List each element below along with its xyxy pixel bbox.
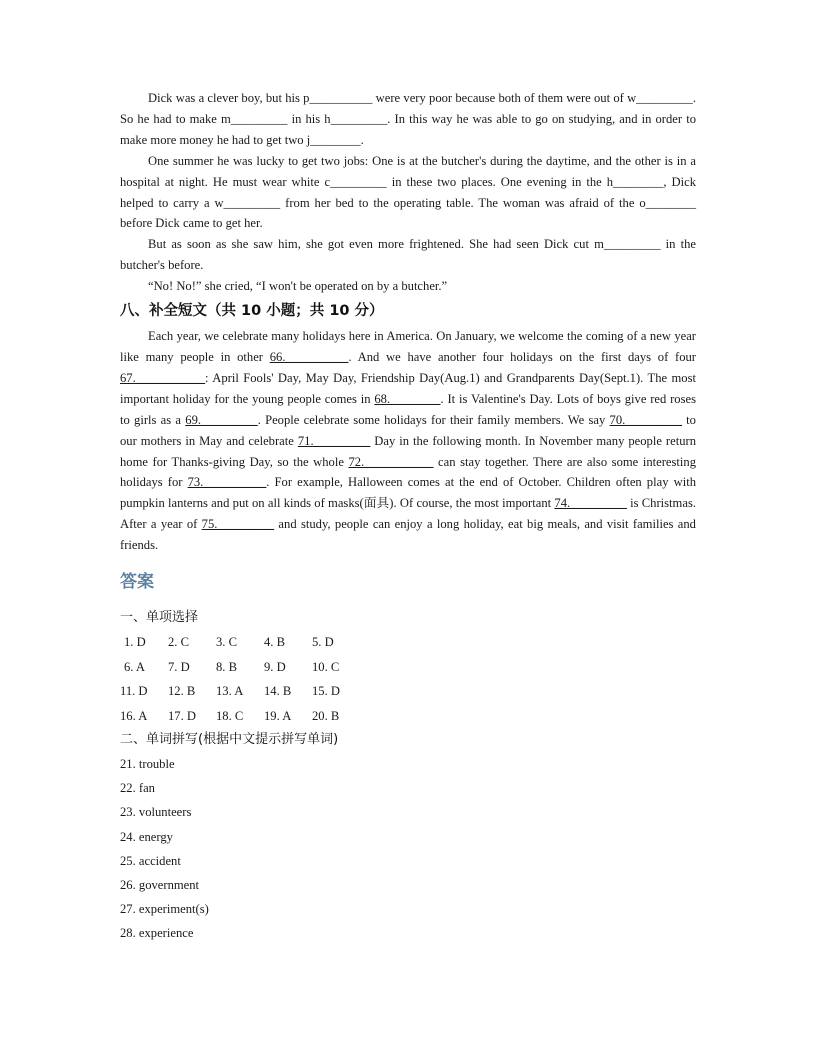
cloze-text: to our mothers in May and celebrate	[120, 412, 696, 448]
passage-paragraph-3: But as soon as she saw him, she got even more frightened. She had seen Dick cut m_________ in the butcher's before.	[120, 237, 696, 273]
answer-word: 26. government	[120, 877, 200, 892]
answer-word: 21. trouble	[120, 757, 175, 772]
answer-item: 15. D	[312, 684, 340, 699]
answer-row	[120, 655, 696, 680]
answer-item: 12. B	[168, 684, 196, 699]
answers-part2-title: 二、单词拼写(根据中文提示拼写单词)	[120, 732, 339, 748]
passage-paragraph-1: Dick was a clever boy, but his p__________ were very poor because both of them were out of w_________. So he had to make m_________ in his h_________. In this way he was able to go on studying, and in order to make more money he had to get two j________.	[120, 91, 696, 147]
answer-item: 11. D	[120, 684, 148, 699]
document-page	[120, 88, 696, 946]
cloze-text: . People celebrate some holidays for their family members. We say	[257, 412, 610, 427]
cloze-text: . And we have another four holidays on the first days of four	[348, 349, 696, 364]
blank-66: 66.__________	[269, 349, 349, 364]
cloze-text: . It is Valentine's Day. Lots of boys give red roses to girls as a	[120, 391, 696, 427]
answers-heading: 答案	[120, 572, 154, 593]
blank-67: 67.___________	[120, 370, 206, 385]
cloze-text: Day in the following month. In November many people return home for Thanks-giving Day, so the whole	[120, 433, 696, 469]
blank-68: 68.________	[374, 391, 441, 406]
passage-paragraph-4: “No! No!” she cried, “I won't be operated on by a butcher.”	[148, 279, 448, 294]
blank-69: 69._________	[185, 412, 258, 427]
cloze-text: Each year, we celebrate many holidays here in America. On January, we welcome the coming of a new year like many people in other	[120, 329, 696, 364]
blank-74: 74._________	[554, 496, 627, 511]
cloze-text: . For example, Halloween comes at the end of October. Children often play with pumpkin lanterns and put on all kinds of masks(面具). Of course, the most important	[120, 475, 696, 511]
cloze-text: and study, people can enjoy a long holiday, eat big meals, and visit families and friends.	[120, 517, 696, 553]
answer-word: 25. accident	[120, 853, 181, 868]
answer-row	[120, 679, 696, 704]
answers-part1-title: 一、单项选择	[120, 610, 199, 626]
answer-item: 10. C	[312, 659, 340, 674]
answer-item: 6. A	[124, 659, 145, 674]
blank-72: 72.___________	[348, 454, 434, 469]
answer-row	[120, 704, 696, 729]
answer-item: 1. D	[124, 635, 146, 650]
answer-item: 17. D	[168, 708, 196, 723]
answer-item: 8. B	[216, 659, 237, 674]
answer-item: 3. C	[216, 635, 237, 650]
answer-item: 14. B	[264, 684, 292, 699]
answer-item: 2. C	[168, 635, 189, 650]
cloze-passage	[120, 326, 696, 556]
passage-paragraph-2: One summer he was lucky to get two jobs: One is at the butcher's during the daytime, and the other is in a hospital at night. He must wear white c_________ in these two places. One evening in the h________, Dick helped to carry a w_________ from her bed to the operating table. The woman was afraid of the o________ before Dick came to get her.	[120, 153, 696, 231]
answer-word: 23. volunteers	[120, 805, 192, 820]
answer-item: 4. B	[264, 635, 285, 650]
answer-word: 22. fan	[120, 781, 155, 796]
answer-word: 24. energy	[120, 829, 173, 844]
answer-item: 9. D	[264, 659, 286, 674]
answer-item: 7. D	[168, 659, 190, 674]
answer-word: 27. experiment(s)	[120, 902, 209, 917]
answer-item: 19. A	[264, 708, 292, 723]
blank-70: 70._________	[609, 412, 682, 427]
section-8-title: 八、补全短文（共 10 小题；共 10 分）	[120, 303, 384, 320]
answer-item: 5. D	[312, 635, 334, 650]
answer-item: 16. A	[120, 708, 148, 723]
answer-item: 13. A	[216, 684, 244, 699]
answer-item: 18. C	[216, 708, 244, 723]
blank-73: 73.__________	[187, 475, 267, 490]
answer-word: 28. experience	[120, 926, 194, 941]
blank-71: 71._________	[297, 433, 371, 448]
answer-row	[120, 630, 696, 655]
cloze-text: : April Fools' Day, May Day, Friendship Day(Aug.1) and Grandparents Day(Sept.1). The most important holiday for the young people comes in	[120, 370, 696, 406]
blank-75: 75._________	[201, 517, 275, 532]
cloze-text: can stay together. There are also some interesting holidays for	[120, 454, 696, 490]
cloze-text: is Christmas. After a year of	[120, 496, 696, 532]
answer-item: 20. B	[312, 708, 340, 723]
